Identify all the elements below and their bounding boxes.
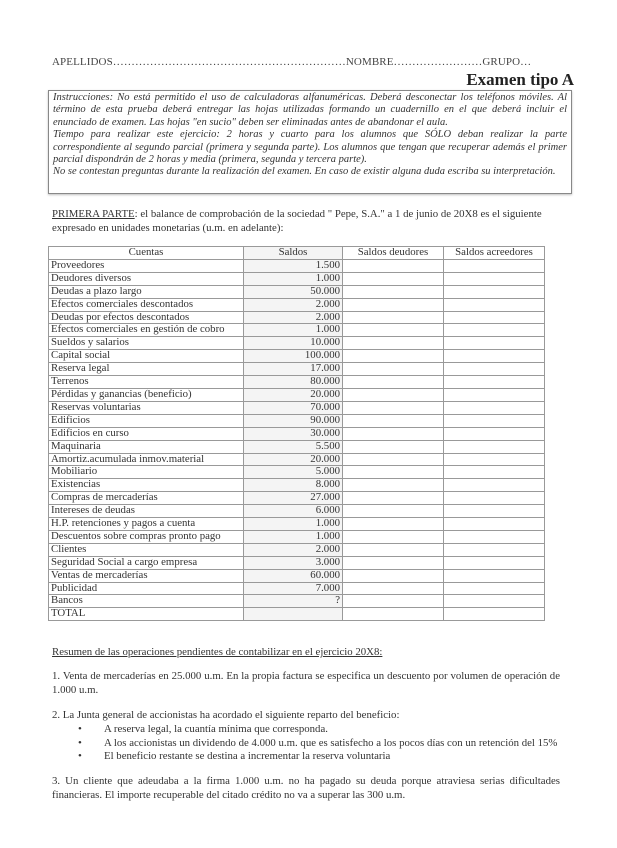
table-row: [49, 376, 545, 389]
saldo-deudor-cell: [343, 363, 444, 376]
cuenta-cell: Capital social: [49, 350, 244, 363]
cuenta-cell: Pérdidas y ganancias (beneficio): [49, 388, 244, 401]
cuenta-cell: Clientes: [49, 543, 244, 556]
table-row: [49, 363, 545, 376]
operation-2: [52, 708, 560, 764]
cuenta-cell: Intereses de deudas: [49, 505, 244, 518]
saldo-cell: 1.000: [244, 324, 343, 337]
cuenta-cell: Existencias: [49, 479, 244, 492]
saldo-cell: 100.000: [244, 350, 343, 363]
cuenta-cell: Efectos comerciales en gestión de cobro: [49, 324, 244, 337]
saldo-deudor-cell: [343, 466, 444, 479]
saldo-acreedor-cell: [444, 556, 545, 569]
table-row: [49, 272, 545, 285]
table-row: [49, 298, 545, 311]
cuenta-cell: Seguridad Social a cargo empresa: [49, 556, 244, 569]
saldo-deudor-cell: [343, 298, 444, 311]
saldo-acreedor-cell: [444, 363, 545, 376]
saldo-deudor-cell: [343, 479, 444, 492]
saldo-acreedor-cell: [444, 388, 545, 401]
exam-title: Examen tipo A: [466, 70, 574, 89]
trial-balance-table: [48, 246, 545, 621]
saldo-cell: [244, 608, 343, 621]
saldo-acreedor-cell: [444, 595, 545, 608]
saldo-deudor-cell: [343, 272, 444, 285]
cuenta-cell: Amortiz.acumulada inmov.material: [49, 453, 244, 466]
table-row: [49, 285, 545, 298]
saldo-acreedor-cell: [444, 582, 545, 595]
table-body: [49, 259, 545, 620]
saldo-deudor-cell: [343, 259, 444, 272]
instructions-paragraph-1: Instrucciones: No está permitido el uso de calculadoras alfanuméricas. Deberá desconectar los teléfonos móviles. Al término de esta prueba deberá entregar las hojas utilizadas formando un cuadernillo en el que deberá incluir el enunciado de examen. Las hojas "en sucio" deben ser eliminadas antes de abandonar el aula.: [53, 92, 567, 128]
header-saldos: Saldos: [244, 247, 343, 260]
saldo-cell: 3.000: [244, 556, 343, 569]
instructions-paragraph-2: Tiempo para realizar este ejercicio: 2 horas y cuarto para los alumnos que SÓLO deban realizar la parte correspondiente al segundo parcial (primera y segunda parte). Los alumnos que tengan que recuperar además el primer parcial dispondrán de 2 horas y media (primera, segunda y tercera parte).: [53, 129, 567, 166]
saldo-acreedor-cell: [444, 427, 545, 440]
saldo-cell: 50.000: [244, 285, 343, 298]
saldo-deudor-cell: [343, 427, 444, 440]
saldo-acreedor-cell: [444, 518, 545, 531]
table-row: [49, 350, 545, 363]
saldo-deudor-cell: [343, 376, 444, 389]
header-cuentas: Cuentas: [49, 247, 244, 260]
table-row: [49, 543, 545, 556]
saldo-deudor-cell: [343, 505, 444, 518]
section-label: PRIMERA PARTE: [52, 208, 135, 220]
cuenta-cell: Sueldos y salarios: [49, 337, 244, 350]
saldo-cell: 7.000: [244, 582, 343, 595]
bullet-item: • A los accionistas un dividendo de 4.000 u.m. que es satisfecho a los pocos días con un retención del 15%: [104, 737, 560, 751]
table-row: [49, 518, 545, 531]
saldo-deudor-cell: [343, 518, 444, 531]
cuenta-cell: Proveedores: [49, 259, 244, 272]
saldo-cell: 27.000: [244, 492, 343, 505]
saldo-cell: 20.000: [244, 388, 343, 401]
table-row: [49, 401, 545, 414]
cuenta-cell: Ventas de mercaderías: [49, 569, 244, 582]
saldo-cell: 10.000: [244, 337, 343, 350]
saldo-deudor-cell: [343, 595, 444, 608]
operation-3: 3. Un cliente que adeudaba a la firma 1.000 u.m. no ha pagado su deuda porque atraviesa serias dificultades financieras. El importe recuperable del citado crédito no va a superar las 300 u.m.: [52, 775, 560, 801]
cuenta-cell: Terrenos: [49, 376, 244, 389]
header-saldos-acreedores: Saldos acreedores: [444, 247, 545, 260]
table-row: [49, 569, 545, 582]
table-row: [49, 388, 545, 401]
saldo-deudor-cell: [343, 530, 444, 543]
cuenta-cell: Deudas por efectos descontados: [49, 311, 244, 324]
saldo-acreedor-cell: [444, 414, 545, 427]
cuenta-cell: Publicidad: [49, 582, 244, 595]
saldo-deudor-cell: [343, 569, 444, 582]
saldo-acreedor-cell: [444, 285, 545, 298]
bullet-item: • A reserva legal, la cuantía mínima que corresponda.: [104, 723, 560, 737]
saldo-acreedor-cell: [444, 311, 545, 324]
cuenta-cell: Reserva legal: [49, 363, 244, 376]
table-row: [49, 492, 545, 505]
saldo-cell: ?: [244, 595, 343, 608]
saldo-cell: 90.000: [244, 414, 343, 427]
table-header-row: [49, 247, 545, 260]
saldo-deudor-cell: [343, 556, 444, 569]
first-part-intro: [52, 207, 574, 235]
saldo-acreedor-cell: [444, 530, 545, 543]
cuenta-cell: Efectos comerciales descontados: [49, 298, 244, 311]
cuenta-cell: Maquinaria: [49, 440, 244, 453]
saldo-acreedor-cell: [444, 440, 545, 453]
saldo-deudor-cell: [343, 388, 444, 401]
instructions-box: [48, 90, 572, 194]
saldo-deudor-cell: [343, 492, 444, 505]
table-row: [49, 530, 545, 543]
table-row: [49, 505, 545, 518]
operation-1: 1. Venta de mercaderías en 25.000 u.m. En la propia factura se especifica un descuento por volumen de operación de 1.000 u.m.: [52, 670, 560, 696]
saldo-acreedor-cell: [444, 492, 545, 505]
saldo-cell: 30.000: [244, 427, 343, 440]
table-row: [49, 259, 545, 272]
cuenta-cell: Mobiliario: [49, 466, 244, 479]
table-row: [49, 311, 545, 324]
student-info-line: APELLIDOS………………………………………………………NOMBRE……………………GRUPO…: [52, 56, 532, 68]
cuenta-cell: Deudas a plazo largo: [49, 285, 244, 298]
table-row: [49, 414, 545, 427]
cuenta-cell: Edificios en curso: [49, 427, 244, 440]
table-row: [49, 595, 545, 608]
cuenta-cell: Descuentos sobre compras pronto pago: [49, 530, 244, 543]
saldo-deudor-cell: [343, 440, 444, 453]
cuenta-cell: Reservas voluntarias: [49, 401, 244, 414]
saldo-acreedor-cell: [444, 401, 545, 414]
instructions-paragraph-3: No se contestan preguntas durante la realización del examen. En caso de existir alguna duda escriba su interpretación.: [53, 166, 556, 178]
saldo-cell: 60.000: [244, 569, 343, 582]
saldo-acreedor-cell: [444, 337, 545, 350]
saldo-cell: 80.000: [244, 376, 343, 389]
saldo-cell: 5.500: [244, 440, 343, 453]
cuenta-cell: Compras de mercaderías: [49, 492, 244, 505]
saldo-acreedor-cell: [444, 298, 545, 311]
table-row: [49, 479, 545, 492]
saldo-cell: 1.000: [244, 530, 343, 543]
saldo-cell: 1.000: [244, 518, 343, 531]
saldo-cell: 20.000: [244, 453, 343, 466]
saldo-cell: 1.000: [244, 272, 343, 285]
saldo-deudor-cell: [343, 453, 444, 466]
saldo-cell: 2.000: [244, 543, 343, 556]
cuenta-cell: TOTAL: [49, 608, 244, 621]
saldo-acreedor-cell: [444, 376, 545, 389]
saldo-acreedor-cell: [444, 505, 545, 518]
cuenta-cell: Edificios: [49, 414, 244, 427]
saldo-deudor-cell: [343, 543, 444, 556]
operation-2-bullets: [52, 723, 560, 764]
operations-title: Resumen de las operaciones pendientes de contabilizar en el ejercicio 20X8:: [52, 646, 383, 658]
saldo-deudor-cell: [343, 582, 444, 595]
saldo-cell: 6.000: [244, 505, 343, 518]
saldo-acreedor-cell: [444, 259, 545, 272]
table-row: [49, 337, 545, 350]
header-saldos-deudores: Saldos deudores: [343, 247, 444, 260]
saldo-deudor-cell: [343, 350, 444, 363]
cuenta-cell: H.P. retenciones y pagos a cuenta: [49, 518, 244, 531]
table-row: [49, 466, 545, 479]
saldo-cell: 70.000: [244, 401, 343, 414]
saldo-deudor-cell: [343, 414, 444, 427]
table-row: [49, 427, 545, 440]
saldo-acreedor-cell: [444, 453, 545, 466]
saldo-acreedor-cell: [444, 543, 545, 556]
saldo-acreedor-cell: [444, 608, 545, 621]
saldo-acreedor-cell: [444, 350, 545, 363]
table-row: [49, 608, 545, 621]
saldo-cell: 17.000: [244, 363, 343, 376]
saldo-deudor-cell: [343, 285, 444, 298]
saldo-acreedor-cell: [444, 272, 545, 285]
table-row: [49, 556, 545, 569]
saldo-deudor-cell: [343, 401, 444, 414]
saldo-acreedor-cell: [444, 324, 545, 337]
intro-text: : el balance de comprobación de la sociedad " Pepe, S.A." a 1 de junio de 20X8 es el siguiente expresado en unidades monetarias (u.m. en adelante):: [52, 208, 542, 234]
saldo-cell: 2.000: [244, 311, 343, 324]
cuenta-cell: Deudores diversos: [49, 272, 244, 285]
table-row: [49, 440, 545, 453]
saldo-acreedor-cell: [444, 466, 545, 479]
saldo-acreedor-cell: [444, 479, 545, 492]
cuenta-cell: Bancos: [49, 595, 244, 608]
table-row: [49, 582, 545, 595]
operation-2-intro: 2. La Junta general de accionistas ha acordado el siguiente reparto del beneficio:: [52, 709, 400, 721]
saldo-cell: 8.000: [244, 479, 343, 492]
table-row: [49, 453, 545, 466]
saldo-deudor-cell: [343, 337, 444, 350]
saldo-cell: 2.000: [244, 298, 343, 311]
saldo-deudor-cell: [343, 311, 444, 324]
saldo-acreedor-cell: [444, 569, 545, 582]
table-row: [49, 324, 545, 337]
saldo-deudor-cell: [343, 608, 444, 621]
saldo-deudor-cell: [343, 324, 444, 337]
bullet-item: • El beneficio restante se destina a incrementar la reserva voluntaria: [104, 750, 560, 764]
saldo-cell: 5.000: [244, 466, 343, 479]
saldo-cell: 1.500: [244, 259, 343, 272]
